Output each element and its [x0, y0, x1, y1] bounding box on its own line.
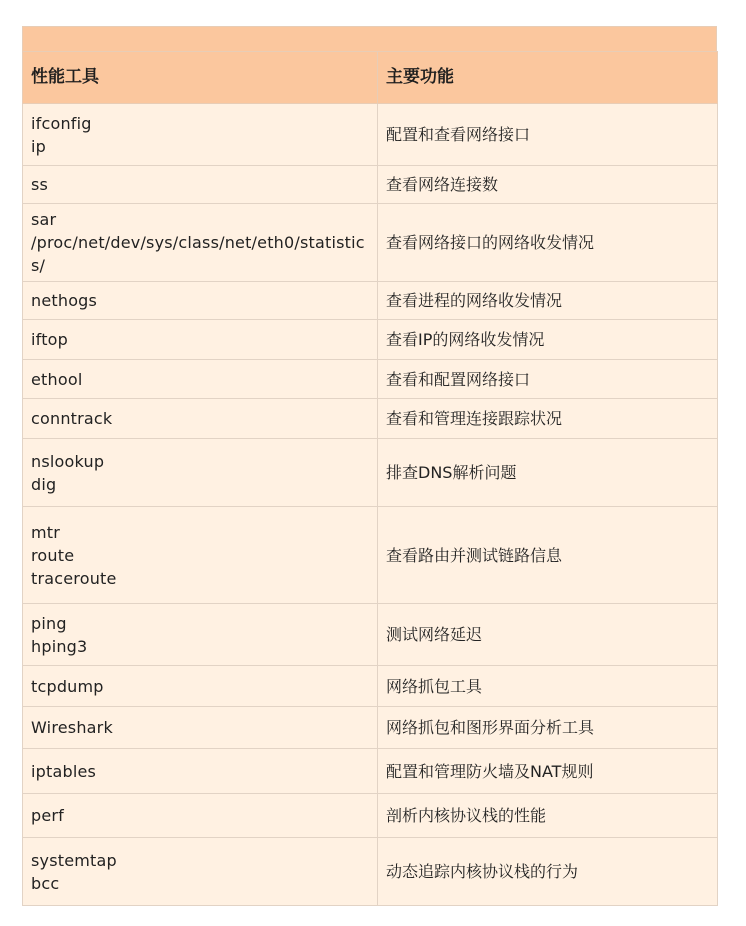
- tool-cell: systemtap bcc: [23, 838, 378, 906]
- function-cell: 查看和管理连接跟踪状况: [378, 399, 718, 439]
- table-row: [23, 794, 718, 838]
- network-tools-table-container: [22, 26, 717, 906]
- function-cell: 剖析内核协议栈的性能: [378, 794, 718, 838]
- table-row: [23, 749, 718, 794]
- network-tools-table: [22, 51, 718, 906]
- function-cell: 配置和查看网络接口: [378, 104, 718, 166]
- table-row: [23, 838, 718, 906]
- table-header-row: [23, 52, 718, 104]
- table-row: [23, 320, 718, 360]
- function-cell: 测试网络延迟: [378, 604, 718, 666]
- function-cell: 配置和管理防火墙及NAT规则: [378, 749, 718, 794]
- tool-cell: mtr route traceroute: [23, 507, 378, 604]
- table-row: [23, 507, 718, 604]
- function-cell: 查看网络接口的网络收发情况: [378, 204, 718, 282]
- tool-cell: iptables: [23, 749, 378, 794]
- tool-cell: conntrack: [23, 399, 378, 439]
- table-row: [23, 604, 718, 666]
- tool-cell: ping hping3: [23, 604, 378, 666]
- tool-cell: ifconfig ip: [23, 104, 378, 166]
- header-tool: 性能工具: [23, 52, 378, 104]
- tool-cell: iftop: [23, 320, 378, 360]
- function-cell: 查看网络连接数: [378, 166, 718, 204]
- function-cell: 查看和配置网络接口: [378, 360, 718, 399]
- tool-cell: perf: [23, 794, 378, 838]
- header-function: 主要功能: [378, 52, 718, 104]
- table-row: [23, 707, 718, 749]
- tool-cell: nethogs: [23, 282, 378, 320]
- tool-cell: tcpdump: [23, 666, 378, 707]
- function-cell: 网络抓包和图形界面分析工具: [378, 707, 718, 749]
- function-cell: 动态追踪内核协议栈的行为: [378, 838, 718, 906]
- function-cell: 排查DNS解析问题: [378, 439, 718, 507]
- table-row: [23, 204, 718, 282]
- tool-cell: ss: [23, 166, 378, 204]
- table-row: [23, 282, 718, 320]
- table-row: [23, 666, 718, 707]
- table-row: [23, 399, 718, 439]
- function-cell: 查看IP的网络收发情况: [378, 320, 718, 360]
- table-top-bar: [22, 26, 717, 51]
- table-row: [23, 360, 718, 399]
- tool-cell: nslookup dig: [23, 439, 378, 507]
- tool-cell: ethool: [23, 360, 378, 399]
- function-cell: 查看路由并测试链路信息: [378, 507, 718, 604]
- tool-cell: Wireshark: [23, 707, 378, 749]
- table-row: [23, 439, 718, 507]
- function-cell: 查看进程的网络收发情况: [378, 282, 718, 320]
- table-row: [23, 104, 718, 166]
- function-cell: 网络抓包工具: [378, 666, 718, 707]
- tool-cell: sar /proc/net/dev/sys/class/net/eth0/statistics/: [23, 204, 378, 282]
- table-row: [23, 166, 718, 204]
